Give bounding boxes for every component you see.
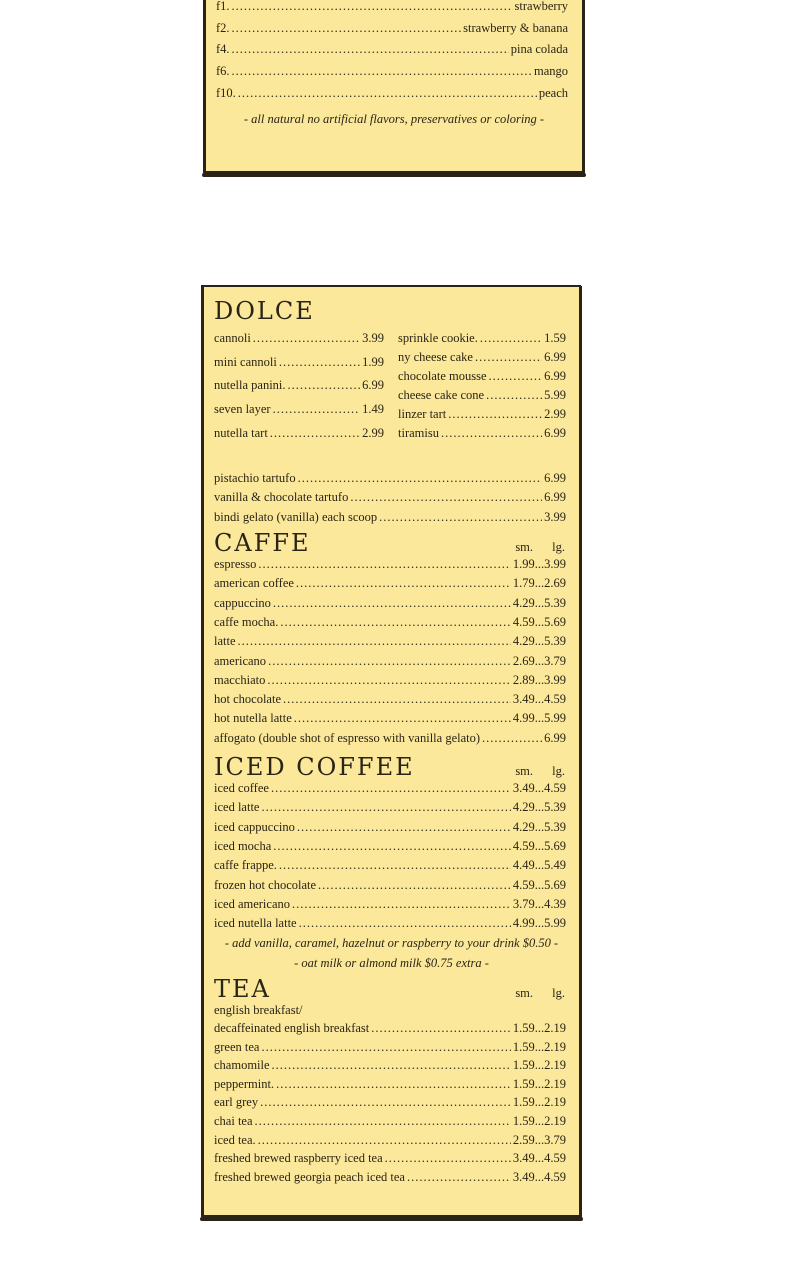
item-name: espresso [214,557,257,571]
item-name: caffe mocha. [214,614,279,629]
dot-leader [379,508,542,527]
item-price: 1.99...3.99 [512,557,566,571]
smoothie-name: pina colada [510,42,568,57]
dot-leader [232,19,462,38]
dot-leader [255,1112,511,1131]
item-name: americano [214,653,267,668]
item-name: iced americano [214,896,290,911]
tea-heading: TEA [214,975,271,1003]
dot-leader [273,400,361,419]
item-name: iced mocha [214,838,272,853]
item-price: 4.29...5.39 [512,800,566,815]
menu-item-row [214,353,384,372]
iced-size-header: sm. lg. [515,764,565,778]
iced-coffee-heading: ICED COFFEE [214,753,415,781]
menu-item-row [214,1112,566,1131]
item-price: 2.99 [544,407,566,421]
dot-leader [296,574,511,593]
item-name: hot nutella latte [214,711,292,726]
item-name: cannoli [214,331,251,345]
item-price: 4.99...5.99 [512,711,566,726]
item-name: iced tea. [214,1132,256,1147]
menu-item-row [398,348,566,367]
item-price: 1.59...2.19 [512,1076,566,1091]
dot-leader [292,895,511,914]
tea-pre-label: english breakfast/ [214,1003,303,1017]
item-price: 4.99...5.99 [512,916,566,931]
item-price: 2.69...3.79 [512,653,566,668]
item-price: 3.49...4.59 [512,1151,566,1166]
menu-item-row [214,1149,566,1168]
menu-item-row [214,574,566,593]
item-name: pistachio tartufo [214,471,296,485]
dot-leader [258,1131,511,1150]
item-price: 4.29...5.39 [512,819,566,834]
item-name: green tea [214,1039,260,1054]
item-name: chamomile [214,1058,270,1073]
item-name: bindi gelato (vanilla) each scoop [214,509,378,524]
menu-item-row [214,690,566,709]
menu-item-row [214,709,566,728]
smoothie-code: f1. [216,0,230,13]
menu-item-row [214,555,566,574]
menu-item-row [214,779,566,798]
dot-leader [475,348,542,367]
item-name: cappuccino [214,595,271,610]
item-price: 4.49...5.49 [512,858,566,873]
dot-leader [283,690,511,709]
menu-item-row [214,400,384,419]
dot-leader [258,555,511,574]
item-name: iced coffee [214,781,269,795]
smoothie-panel [204,0,584,173]
menu-item-row [214,632,566,651]
menu-item-row [214,469,566,488]
item-name: macchiato [214,672,266,687]
menu-item-row [214,914,566,933]
dot-leader [294,709,511,728]
item-price: 5.99 [544,388,566,402]
item-name: latte [214,634,236,649]
dot-leader [268,652,511,671]
dot-leader [288,376,361,395]
item-price: 1.59...2.19 [512,1021,566,1035]
item-name: tiramisu [398,426,439,440]
dot-leader [272,1056,511,1075]
caffe-size-header: sm. lg. [515,540,565,554]
dot-leader [299,914,511,933]
item-name: chai tea [214,1114,253,1128]
menu-item-row [214,508,566,527]
item-price: 4.59...5.69 [512,614,566,629]
milk-note: - oat milk or almond milk $0.75 extra - [294,956,489,970]
smoothie-name: strawberry & banana [463,20,568,35]
item-price: 1.59 [544,331,566,345]
item-price: 3.79...4.39 [512,896,566,911]
item-price: 1.59...2.19 [512,1114,566,1128]
item-name: iced nutella latte [214,916,297,931]
dot-leader [260,1093,511,1112]
dot-leader [441,424,542,443]
item-price: 2.99 [362,426,384,440]
menu-item-row [216,40,568,59]
menu-item-row [214,856,566,875]
item-name: iced latte [214,800,260,815]
menu-item-row [214,671,566,690]
dot-leader [448,405,542,424]
item-name: freshed brewed georgia peach iced tea [214,1169,405,1184]
dot-leader [385,1149,511,1168]
menu-item-row [214,876,566,895]
smoothie-name: peach [538,85,568,100]
item-name: sprinkle cookie. [398,331,478,345]
item-price: 6.99 [544,369,566,383]
dot-leader [261,1038,510,1057]
item-name: affogato (double shot of espresso with vanilla gelato) [214,730,481,745]
dot-leader [273,837,511,856]
dot-leader [480,329,542,348]
item-name: vanilla & chocolate tartufo [214,490,349,505]
item-name: cheese cake cone [398,388,485,402]
item-name: frozen hot chocolate [214,877,317,892]
menu-item-row [214,1093,566,1112]
item-price: 6.99 [544,471,566,485]
menu-item-row [214,329,384,348]
smoothie-code: f6. [216,64,230,79]
menu-item-row [214,729,566,748]
dot-leader [270,424,360,443]
menu-item-row [214,1131,566,1150]
menu-item-row [398,424,566,443]
item-price: 3.49...4.59 [512,781,566,795]
item-price: 4.59...5.69 [512,838,566,853]
item-name: earl grey [214,1095,259,1110]
menu-item-row [214,488,566,507]
dot-leader [232,62,532,81]
dot-leader [238,84,537,103]
dot-leader [318,876,511,895]
menu-item-row [214,652,566,671]
menu-item-row [398,386,566,405]
item-price: 3.49...4.59 [512,1169,566,1184]
item-price: 1.59...2.19 [512,1058,566,1073]
item-price: 6.99 [544,350,566,364]
item-price: 3.99 [362,331,384,345]
dot-leader [267,671,511,690]
item-price: 1.99 [362,355,384,369]
dot-leader [280,613,511,632]
menu-item-row [214,1056,566,1075]
menu-item-row [214,837,566,856]
item-price: 6.99 [544,730,566,745]
item-name: linzer tart [398,407,447,421]
item-name: chocolate mousse [398,369,487,383]
dot-leader [232,40,509,59]
item-name: nutella tart [214,426,268,440]
dot-leader [232,0,513,16]
smoothie-code: f4. [216,42,230,57]
dot-leader [297,818,511,837]
item-name: american coffee [214,576,294,591]
dolce-heading: DOLCE [214,297,315,325]
dot-leader [279,856,511,875]
item-price: 1.79...2.69 [512,576,566,591]
dot-leader [407,1168,511,1187]
dot-leader [276,1075,511,1094]
menu-item-row [398,405,566,424]
item-price: 6.99 [544,426,566,440]
item-price: 1.59...2.19 [512,1095,566,1110]
item-price: 4.29...5.39 [512,634,566,649]
item-price: 6.99 [362,378,384,392]
menu-item-row [214,424,384,443]
item-price: 3.49...4.59 [512,692,566,707]
addon-note: - add vanilla, caramel, hazelnut or raspberry to your drink $0.50 - [224,936,559,950]
menu-item-row [216,62,568,81]
menu-item-row [216,84,568,103]
dot-leader [298,469,543,488]
item-name: nutella panini. [214,378,286,392]
item-price: 1.49 [362,402,384,416]
dot-leader [253,329,360,348]
dot-leader [271,779,511,798]
tea-size-header: sm. lg. [515,986,565,1000]
menu-item-row [214,1168,566,1187]
item-name: iced cappuccino [214,819,295,834]
dot-leader [238,632,511,651]
menu-item-row [214,1038,566,1057]
menu-item-row [214,818,566,837]
smoothie-code: f2. [216,20,230,35]
item-name: caffe frappe. [214,858,277,873]
item-price: 3.99 [544,509,566,524]
menu-item-row [214,1075,566,1094]
dot-leader [350,488,542,507]
smoothie-code: f10. [216,85,236,100]
item-name: freshed brewed raspberry iced tea [214,1151,383,1166]
item-name: mini cannoli [214,355,277,369]
menu-item-row [214,798,566,817]
item-name: seven layer [214,402,271,416]
menu-item-row [216,19,568,38]
item-name: hot chocolate [214,692,281,707]
item-price: 4.59...5.69 [512,877,566,892]
menu-item-row [214,594,566,613]
dot-leader [279,353,360,372]
menu-item-row [214,613,566,632]
dot-leader [486,386,542,405]
menu-item-row [398,367,566,386]
menu-item-row [216,0,568,16]
item-price: 2.89...3.99 [512,672,566,687]
item-price: 4.29...5.39 [512,595,566,610]
smoothie-name: mango [533,64,568,79]
smoothie-name: strawberry [514,0,568,13]
dot-leader [273,594,511,613]
item-price: 1.59...2.19 [512,1039,566,1054]
dot-leader [371,1019,511,1038]
dot-leader [261,798,510,817]
dot-leader [482,729,542,748]
menu-item-row [214,1019,566,1038]
dot-leader [489,367,543,386]
menu-item-row [214,376,384,395]
menu-panel [202,285,581,1217]
menu-item-row [214,895,566,914]
menu-item-row [398,329,566,348]
item-name: ny cheese cake [398,350,473,364]
caffe-heading: CAFFE [214,529,311,557]
item-price: 2.59...3.79 [512,1132,566,1147]
item-name: decaffeinated english breakfast [214,1021,370,1035]
item-name: peppermint. [214,1076,275,1091]
smoothie-note: - all natural no artificial flavors, preservatives or coloring - [243,112,545,126]
item-price: 6.99 [544,490,566,505]
